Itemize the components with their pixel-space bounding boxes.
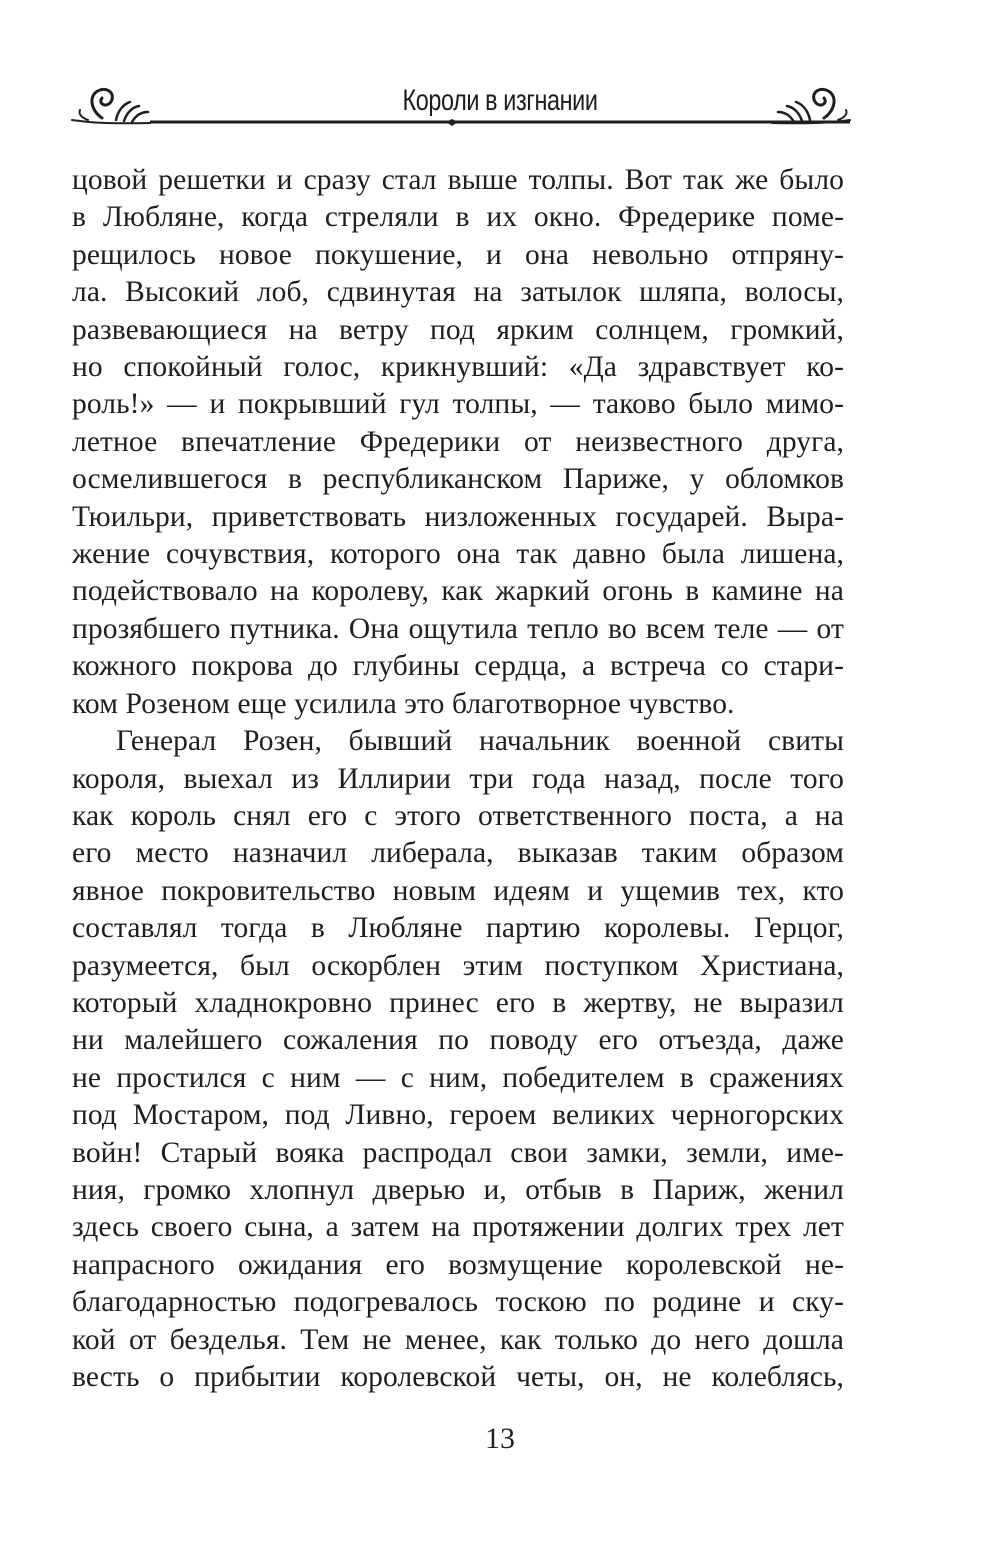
- text-line: ком Розеном еще усилила это благотворное чувство.: [72, 687, 735, 720]
- text-line: ния, громко хлопнул дверью и, отбыв в Париж, женил: [72, 1173, 844, 1206]
- body-text: [72, 162, 844, 1396]
- paragraph-1: [72, 162, 844, 723]
- text-line: прозябшего путника. Она ощутила тепло во всем теле — от: [72, 612, 844, 645]
- running-title: Короли в изгнании: [402, 84, 598, 117]
- text-line: благодарностью подогревалось тоскою по родине и ску-: [72, 1286, 844, 1319]
- text-line: Тюильри, приветствовать низложенных государей. Выра-: [72, 500, 844, 533]
- text-line: который хладнокровно принес его в жертву, не выразил: [72, 986, 844, 1019]
- text-line: здесь своего сына, а затем на протяжении долгих трех лет: [72, 1211, 844, 1244]
- text-line: кой от безделья. Тем не менее, как только до него дошла: [72, 1323, 844, 1356]
- text-line: как король снял его с этого ответственного поста, а на: [72, 799, 844, 832]
- text-line: составлял тогда в Любляне партию королевы. Герцог,: [72, 912, 844, 945]
- page-number: 13: [485, 1422, 515, 1455]
- text-line: осмелившегося в республиканском Париже, у обломков: [72, 463, 844, 496]
- text-line: разумеется, был оскорблен этим поступком Христиана,: [72, 949, 844, 982]
- text-line: рещилось новое покушение, и она невольно отпряну-: [72, 238, 844, 271]
- text-line: не простился с ним — с ним, победителем в сражениях: [72, 1061, 844, 1094]
- text-line: ни малейшего сожаления по поводу его отъезда, даже: [72, 1024, 844, 1057]
- text-line: подействовало на королеву, как жаркий огонь в камине на: [72, 575, 844, 608]
- text-line: короля, выехал из Иллирии три года назад, после того: [72, 762, 844, 795]
- text-line: но спокойный голос, крикнувший: «Да здравствует ко-: [72, 351, 844, 384]
- text-line: Генерал Розен, бывший начальник военной свиты: [116, 725, 844, 758]
- text-line: цовой решетки и сразу стал выше толпы. Вот так же было: [72, 164, 844, 196]
- text-line: под Мостаром, под Ливно, героем великих черногорских: [72, 1099, 844, 1132]
- text-line: в Любляне, когда стреляли в их окно. Фредерике поме-: [72, 201, 844, 234]
- header-center-bead: [446, 119, 458, 126]
- paragraph-2: [72, 723, 844, 1396]
- text-line: роль!» — и покрывший гул толпы, — таково было мимо-: [72, 388, 844, 421]
- text-line: жение сочувствия, которого она так давно была лишена,: [72, 538, 844, 571]
- text-line: войн! Старый вояка распродал свои замки, земли, име-: [72, 1136, 844, 1169]
- text-line: ла. Высокий лоб, сдвинутая на затылок шляпа, волосы,: [72, 276, 844, 309]
- text-line: явное покровительство новым идеям и ущемив тех, кто: [72, 874, 844, 907]
- text-line: весть о прибытии королевской четы, он, не колеблясь,: [72, 1361, 844, 1393]
- text-line: его место назначил либерала, выказав таким образом: [72, 837, 844, 870]
- running-head: [0, 70, 1000, 140]
- text-line: летное впечатление Фредерики от неизвестного друга,: [72, 425, 844, 458]
- text-line: напрасного ожидания его возмущение королевской не-: [72, 1248, 844, 1281]
- text-line: развевающиеся на ветру под ярким солнцем, громкий,: [72, 313, 844, 346]
- text-line: кожного покрова до глубины сердца, а встреча со стари-: [72, 650, 844, 683]
